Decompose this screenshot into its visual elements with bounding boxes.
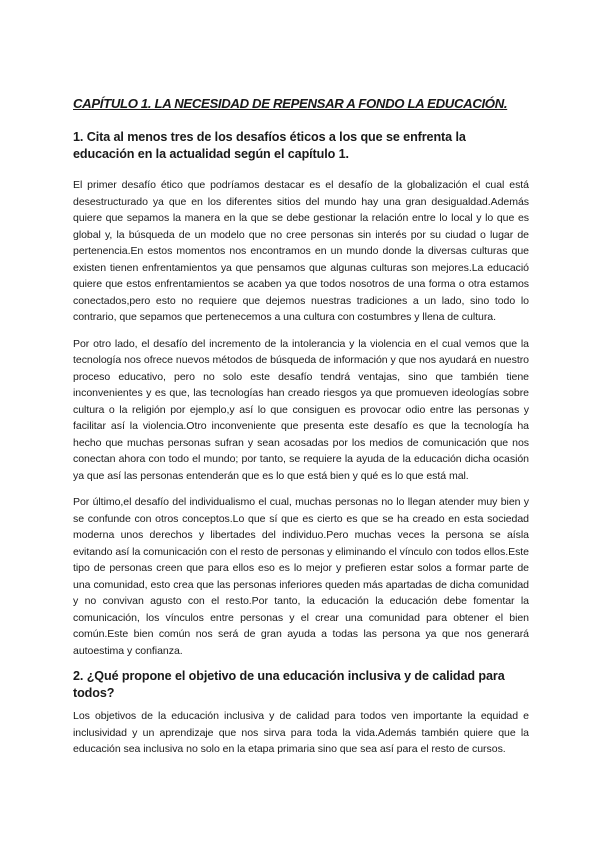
question-1-heading: 1. Cita al menos tres de los desafíos éticos a los que se enfrenta la educación en la actualidad según el capítulo 1. xyxy=(73,130,466,161)
document-page xyxy=(73,96,529,767)
question-2-heading: 2. ¿Qué propone el objetivo de una educación inclusiva y de calidad para todos? xyxy=(73,669,505,700)
question-1-paragraph-3: Por último,el desafío del individualismo el cual, muchas personas no lo llegan atender muy bien y se confunde con otros conceptos.Lo que sí que es cierto es que se ha creado en esta sociedad moderna unos derechos y libertades del individuo.Pero muchas veces la persona se aísla evitando así la comunicación con el resto de personas y eliminando el vínculo con todos ellos.Este tipo de personas creen que para ellos eso es lo mejor y prefieren estar solos a formar parte de una comunidad, esto crea que las personas inferiores queden más apartadas de dicha comunidad y no convivan agusto con el resto.Por tanto, la educación la educación debe fomentar la comunicación, los vínculos entre personas y el crear una comunidad para obtener el bien común.Este bien común nos será de gran ayuda a todas las persona ya que nos generará autoestima y confianza. xyxy=(73,496,529,657)
chapter-title: CAPÍTULO 1. LA NECESIDAD DE REPENSAR A FONDO LA EDUCACIÓN. xyxy=(73,96,508,111)
question-2-section xyxy=(73,668,529,758)
question-2-paragraph-1: Los objetivos de la educación inclusiva y de calidad para todos ven importante la equidad e inclusividad y un aprendizaje que nos sirva para toda la vida.Además también quiere que la educación sea inclusiva no solo en la etapa primaria sino que sea así para el resto de cursos. xyxy=(73,710,529,755)
question-1-paragraph-1: El primer desafío ético que podríamos destacar es el desafío de la globalización el cual está desestructurado ya que en los diferentes sitios del mundo hay una gran desigualdad.Además quiere que sepamos la manera en la que se debe gestionar la relación entre lo local y lo que es global y, la búsqueda de un modelo que no cree personas sin interés por su ciudad o lugar de pertenencia.En estos momentos nos encontramos en un mundo donde la diversas culturas que existen tienen enfrentamientos ya que pensamos que algunas culturas son mejores.La educació quiere que estos enfrentamientos se acaben ya que todos nosotros de una forma o otra estamos conectados,pero esto no requiere que dejemos nuestras tradiciones a un lado, sino todo lo contrario, que sepamos que pertenecemos a una cultura con costumbres y llena de cultura. xyxy=(73,179,529,323)
question-1-paragraph-2: Por otro lado, el desafío del incremento de la intolerancia y la violencia en el cual vemos que la tecnología nos ofrece nuevos métodos de búsqueda de información y que nos ayudará en nuestro proceso educativo, pero no solo este desafío tendrá ventajas, sino que también tiene inconvenientes y es que, las tecnologías han creado riesgos ya que promueven ideologías sobre cultura o la religión por ejemplo,y así lo que consiguen es provocar odio entre las personas y facilitar así la violencia.Otro inconveniente que presenta este desafío es que la tecnología ha hecho que muchas personas sufran y sean acosadas por los medios de comunicación que nos conectan ahora con todo el mundo; por tanto, se requiere la ayuda de la educación dicha ocasión ya que así las personas entenderán que es lo que está bien y qué es lo que está mal. xyxy=(73,337,529,482)
question-1-section xyxy=(73,129,529,659)
